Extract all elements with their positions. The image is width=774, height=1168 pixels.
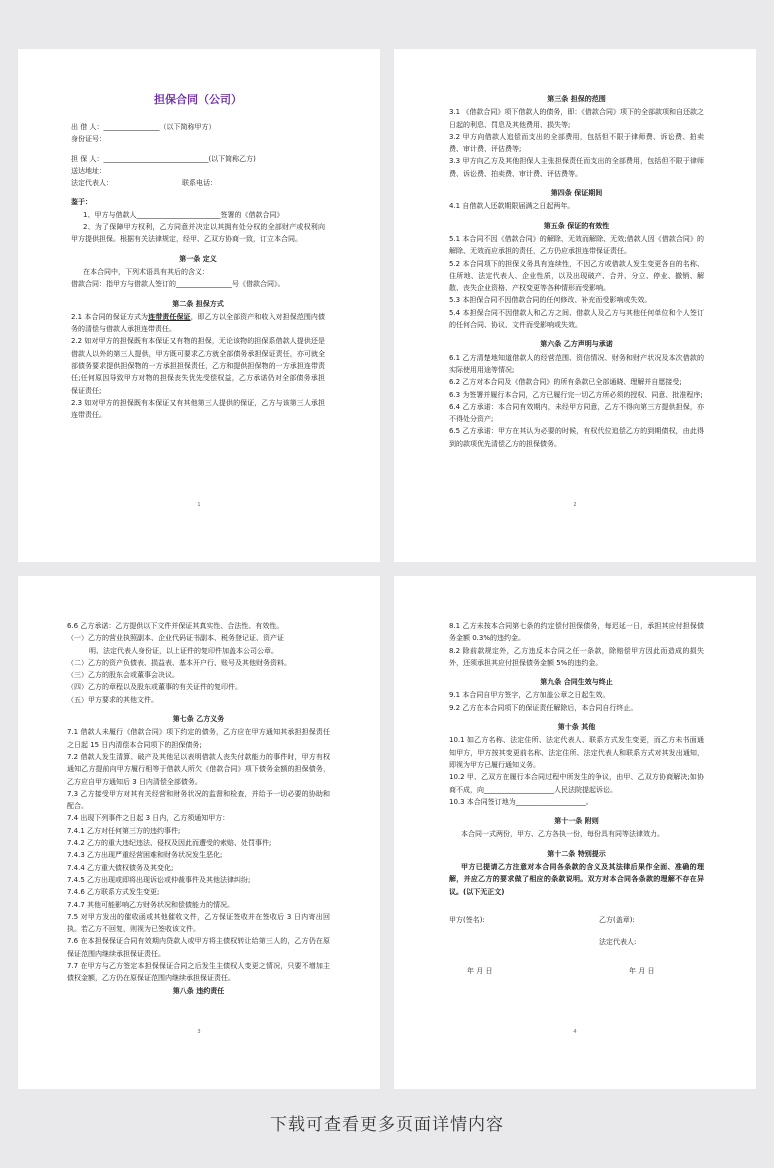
page-number: 4 bbox=[573, 1029, 577, 1035]
clause: 6.6 乙方承诺：乙方提供以下文件并保证其真实性、合法性、有效性。 bbox=[67, 622, 284, 630]
page-number: 2 bbox=[573, 502, 577, 508]
page-number: 1 bbox=[197, 502, 201, 508]
clause: 6.5 乙方承诺：甲方在其认为必要的时候，有权代位追偿乙方的到期债权，由此得到的款项优先清偿乙方的担保债务。 bbox=[449, 427, 704, 448]
clause: 7.5 对甲方发出的催收函或其他催收文件，乙方保证签收并在签收后 3 日内寄出回执。若乙方不回复，则视为已签收该文件。 bbox=[67, 912, 330, 934]
document-page-1 bbox=[18, 49, 380, 562]
address-line: 送达地址： bbox=[71, 166, 106, 175]
party-a-date: 年 月 日 bbox=[467, 966, 493, 975]
section-heading: 第四条 保证期间 bbox=[550, 189, 603, 198]
document-page-2 bbox=[394, 49, 756, 562]
section-heading: 第十条 其他 bbox=[557, 723, 596, 732]
document-page-4 bbox=[394, 576, 756, 1089]
clause: 在本合同中，下列术语具有其后的含义： bbox=[83, 267, 209, 276]
section-heading: 第五条 保证的有效性 bbox=[543, 221, 610, 230]
document-title: 担保合同（公司） bbox=[154, 93, 242, 106]
clause: 5.4 本担保合同不因借款人和乙方之间、借款人及乙方与其他任何单位和个人签订的任何合同、协议、文件而受影响或失效。 bbox=[449, 308, 704, 330]
sub-clause: 7.4.1 乙方对任何第三方的违约事件; bbox=[67, 826, 181, 835]
clause: 7.3 乙方接受甲方对其有关经营和财务状况的监督和检查，并给予一切必要的协助和配合。 bbox=[67, 789, 330, 811]
list-item: （二）乙方的资产负债表、损益表、基本开户行、账号及其他财务资料。 bbox=[67, 658, 291, 667]
section-heading: 第八条 违约责任 bbox=[172, 986, 225, 995]
clause: 9.1 本合同自甲方签字，乙方加盖公章之日起生效。 bbox=[449, 691, 610, 700]
sub-clause: 7.4.7 其他可能影响乙方财务状况和偿债能力的情况。 bbox=[67, 900, 235, 909]
section-heading: 第十一条 附则 bbox=[554, 817, 599, 826]
legal-rep-signature-label: 法定代表人: bbox=[599, 938, 637, 947]
list-item-continued: 明、法定代表人身份证，以上证件的复印件加盖本公司公章。 bbox=[89, 646, 278, 655]
clause: 7.6 在本担保保证合同有效期内贷款人或甲方将主债权转让给第三人的，乙方仍在原保证范围内继续承担保证责任。 bbox=[67, 937, 330, 958]
sub-clause: 7.4.6 乙方联系方式发生变更; bbox=[67, 888, 160, 897]
clause: 4.1 自借款人还款期限届满之日起两年。 bbox=[449, 202, 575, 211]
clause: 9.2 乙方在本合同项下的保证责任解除后，本合同自行终止。 bbox=[449, 703, 638, 712]
clause: 7.2 借款人发生清算、破产及其他足以表明借款人丧失付款能力的事件时，甲方有权通知乙方提前向甲方履行相等于借款人所欠《借款合同》项下债务金额的担保债务，乙方应自甲方通知后 3 日内清偿全部债务。 bbox=[67, 752, 330, 786]
clause: 2.3 如对甲方的担保既有本保证又有其他第三人提供的保证，乙方与该第三人承担连带责任。 bbox=[71, 398, 325, 420]
contact-line: 联系电话： bbox=[182, 179, 217, 188]
clause: 6.2 乙方对本合同及《借款合同》的所有条款已全部通晓、理解并自愿接受; bbox=[449, 378, 682, 387]
clause: 8.1 乙方未按本合同第七条的约定偿付担保债务，每迟延一日，承担其应付担保债务金额 0.3%的违约金。 bbox=[449, 622, 704, 643]
clause: 7.1 借款人未履行《借款合同》项下约定的债务，乙方应在甲方通知其承担担保责任之日起 15 日内清偿本合同项下的担保债务; bbox=[67, 728, 330, 749]
section-heading: 第九条 合同生效与终止 bbox=[540, 678, 613, 687]
list-item: （三）乙方的股东会或董事会决议。 bbox=[67, 671, 179, 680]
clause: 10.2 甲、乙双方在履行本合同过程中所发生的争议，由甲、乙双方协商解决;如协商不成，向____________________人民法院提起诉讼。 bbox=[449, 773, 704, 794]
whereas-item: 1、甲方与借款人________________________签署的《借款合同》 bbox=[83, 210, 284, 219]
clause: 2.1 本合同的保证方式为连带责任保证，即乙方以全部资产和收入对担保范围内债务的清偿与借款人承担连带责任。 bbox=[71, 312, 326, 334]
party-a-signature-label: 甲方(签名): bbox=[449, 915, 485, 924]
section-heading: 第一条 定义 bbox=[179, 254, 217, 263]
whereas-heading: 鉴于： bbox=[71, 198, 92, 207]
clause: 6.3 为签署并履行本合同，乙方已履行完一切乙方所必须的授权、同意、批准程序; bbox=[449, 390, 703, 399]
section-heading: 第十二条 特别提示 bbox=[547, 849, 606, 858]
page-number: 3 bbox=[197, 1029, 201, 1035]
list-item: （四）乙方的章程以及股东或董事的有关证件的复印件。 bbox=[67, 683, 242, 692]
sub-clause: 7.4.5 乙方出现或即将出现诉讼或仲裁事件及其他法律纠纷; bbox=[67, 875, 251, 884]
legal-rep-line: 法定代表人： bbox=[71, 179, 113, 188]
special-notice: 甲方已提请乙方注意对本合同各条款的含义及其法律后果作全面、准确的理解，并应乙方的要求做了相应的条款说明。双方对本合同各条款的理解不存在异议。(以下无正文) bbox=[449, 863, 704, 896]
clause: 3.1 《借款合同》项下借款人的债务，即：《借款合同》项下的全部款项和自还款之日起的利息、罚息及其他费用、损失等; bbox=[449, 108, 704, 129]
section-heading: 第二条 担保方式 bbox=[172, 299, 224, 308]
clause: 6.1 乙方清楚地知道借款人的经营范围、资信情况、财务和财产状况及本次借款的实际使用用途等情况; bbox=[449, 353, 704, 374]
clause: 本合同一式两份，甲方、乙方各执一份，每份具有同等法律效力。 bbox=[461, 830, 664, 839]
party-b-date: 年 月 日 bbox=[629, 966, 655, 975]
clause: 7.4 出现下列事件之日起 3 日内，乙方须通知甲方： bbox=[67, 814, 230, 823]
emphasized-term: 连带责任保证 bbox=[148, 312, 191, 321]
lender-id-line: 身份证号： bbox=[71, 135, 106, 144]
clause: 5.1 本合同不因《借款合同》的解除、无效而解除、无效;借款人因《借款合同》的解除、无效而应承担的责任，乙方仍应承担连带保证责任。 bbox=[449, 234, 704, 256]
clause: 3.3 甲方向乙方及其他担保人主张担保责任而支出的全部费用，包括但不限于律师费、诉讼费、拍卖费、审计费、评估费等。 bbox=[449, 157, 704, 178]
clause: 3.2 甲方向借款人追偿而支出的全部费用，包括但不限于律师费、诉讼费、拍卖费、审计费、评估费等; bbox=[449, 132, 704, 154]
section-heading: 第三条 担保的范围 bbox=[547, 95, 606, 103]
clause: 借款合同：指甲方与借款人签订的________________号《借款合同》。 bbox=[71, 280, 285, 289]
document-page-3 bbox=[18, 576, 380, 1089]
list-item: （一）乙方的营业执照副本、企业代码证书副本、税务登记证、资产证 bbox=[67, 634, 284, 643]
sub-clause: 7.4.4 乙方重大债权债务及其变化; bbox=[67, 863, 174, 872]
whereas-item: 2、为了保障甲方权利，乙方同意并决定以其拥有处分权的全部财产或权利向甲方提供担保。根据有关法律规定，经甲、乙双方协商一致，订立本合同。 bbox=[71, 223, 325, 244]
sub-clause: 7.4.2 乙方的重大违纪违法、侵权及因此而遭受的索赔、处罚事件; bbox=[67, 839, 272, 848]
clause: 5.2 本合同项下的担保义务具有连续性，不因乙方或借款人发生变更各自的名称、住所地、法定代表人、企业性质，以及出现破产、合并、分立、停业、撤销、解散、丧失企业资格、产权变更等各种情形而受影响。 bbox=[449, 259, 704, 293]
sub-clause: 7.4.3 乙方出现严重经营困难和财务状况发生恶化; bbox=[67, 851, 223, 860]
clause: 10.3 本合同签订地为____________________。 bbox=[449, 797, 593, 806]
lender-line: 出 借 人：________________（以下简称甲方） bbox=[71, 123, 216, 131]
list-item: （五）甲方要求的其他文件。 bbox=[67, 695, 158, 704]
clause: 8.2 除前款规定外，乙方违反本合同之任一条款，除赔偿甲方因此而造成的损失外，还须承担其应付担保债务金额 5%的违约金。 bbox=[449, 646, 704, 667]
clause: 7.7 在甲方与乙方签定本担保保证合同之后发生主债权人变更之情况，只要不增加主债权金额，乙方仍在原保证范围内继续承担保证责任。 bbox=[67, 962, 330, 983]
party-b-seal-label: 乙方(盖章): bbox=[599, 915, 635, 924]
guarantor-line: 担 保 人：______________________________(以下简称乙方) bbox=[71, 154, 256, 163]
clause: 10.1 如乙方名称、法定住所、法定代表人、联系方式发生变更，而乙方未书面通知甲方，甲方按其变更前名称、法定住所、法定代表人和联系方式对其发出通知，即视为甲方已履行通知义务。 bbox=[449, 736, 704, 769]
clause: 2.2 如对甲方的担保既有本保证又有物的担保，无论该物的担保系借款人提供还是借款人以外的第三人提供，甲方既可要求乙方就全部债务承担保证责任，亦可就全部债务要求提供担保物的一方承担担保责任，乙方和提供担保物的一方承担连带责任;任何原因导致甲方对物的担保丧失优先受偿权益，乙方承诺仍对全部债务承担保证责任; bbox=[71, 337, 325, 395]
section-heading: 第六条 乙方声明与承诺 bbox=[540, 340, 613, 349]
section-heading: 第七条 乙方义务 bbox=[172, 715, 225, 724]
download-more-banner[interactable]: 下载可查看更多页面详情内容 bbox=[270, 1115, 504, 1135]
clause: 5.3 本担保合同不因借款合同的任何修改、补充而受影响或失效。 bbox=[449, 296, 652, 305]
clause: 6.4 乙方承诺：本合同有效期内，未经甲方同意，乙方不得向第三方提供担保，亦不得处分资产; bbox=[449, 402, 704, 424]
